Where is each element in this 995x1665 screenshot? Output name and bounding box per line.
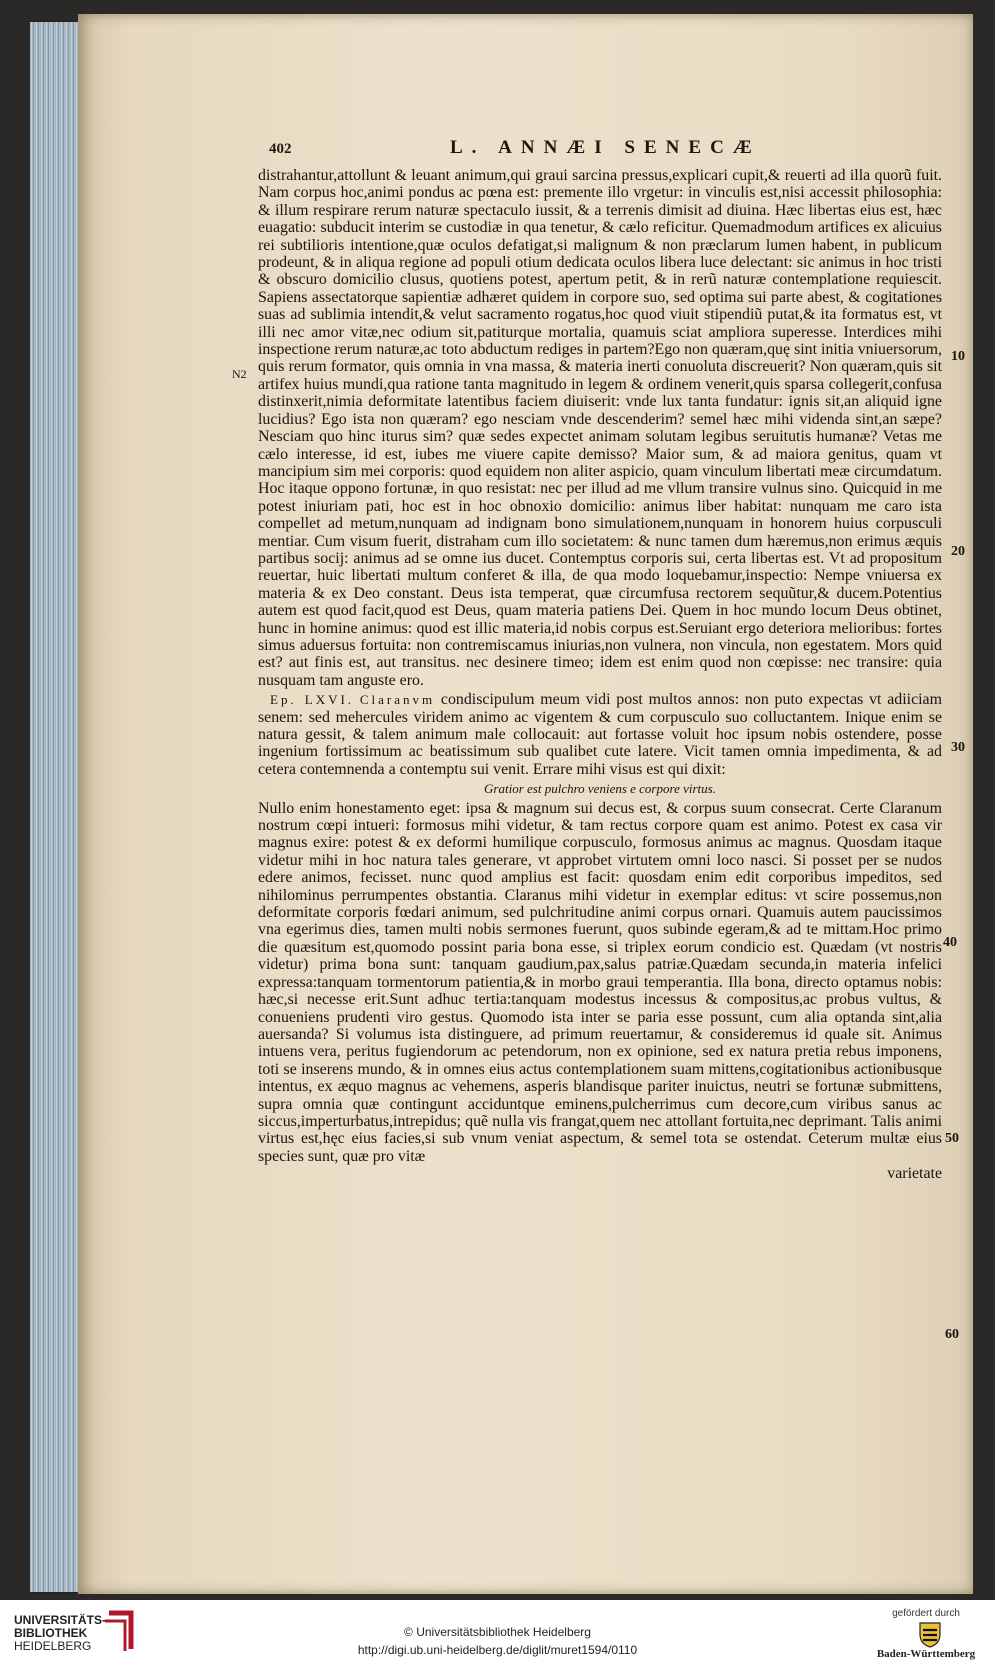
funder-name: Baden-Württemberg [876,1648,976,1660]
paragraph-body-bottom: Nullo enim honestamento eget: ipsa & magnum sui decus est, & corpus suum consecrat. Certe Claranum nostrum cœpi intueri: formosus mihi videtur, & tam rectus corpore quam est animo. Potest ex casa vir magnus exire: potest & ex deformi humilique corpusculo, formosus animus ac magnus. Quosdam itaque videtur mihi in hoc natura tales generare, vt approbet virtutem omni loco nasci. Si posset per se nudos edere animos, fecisset. nunc quod amplius est facit: quosdam enim edit corporibus impeditos, sed nihilominus perrumpentes obstantia. Claranus mihi videtur in exemplar editus: vt scire possemus,non deformitate corporis fœdari animum, sed pulchritudine animi corpus ornari. Quamuis autem paucissimos vna egerimus dies, tamen multi nobis sermones fuerunt, quos subinde egeram,& ad te mittam.Hoc primo die quæsitum est,quomodo possint paria bona esse, si triplex eorum condicio est. Quædam (vt nostris videtur) prima bona sunt: tanquam gaudium,pax,salus patriæ.Quædam secunda,in materia infelici expressa:tanquam tormentorum patientia,& in morbo graui temperantia. Illa bona, directo optamus nobis: hæc,si necesse erit.Sunt adhuc tertia:tanquam modestus incessus & compositus,ac probus vultus, & conueniens prudenti viro gestus. Quomodo ista inter se paria esse possunt, cum alia optanda sint,alia auersanda? Si volumus ista distinguere, ad primum reuertamur, & consideremus id quale sit. Animus intuens vera, peritus fugiendorum ac petendorum, non ex opinione, sed ex natura pretia rebus imponens, toti se inserens mundo, & in omnes eius actus contemplationem suam mittens,cogitationibus actionibusque intentus, ex æquo magnus ac vehemens, asperis blandisque pariter inuictus, neutri se fortunæ submittens, supra omnia quæ contingunt acciduntque eminens,pulcherrimus cum decore,cum viribus sanus ac siccus,imperturbatus,intrepidus; quẽ nulla vis frangat,quem nec attollant fortuita,nec deprimant. Talis animi virtus est,hęc eius facies,si sub vnum veniat aspectum, & semel tota se ostendat. Ceterum multæ eius species sunt, quæ pro vitæ [258,799,942,1165]
book-page-edges [30,22,82,1592]
catchword: varietate [887,1165,942,1183]
line-number-10: 10 [951,349,965,364]
line-number-40: 40 [943,935,957,950]
paragraph-body-top: distrahantur,attollunt & leuant animum,qui graui sarcina pressus,explicari cupit,& reuerti ad illa quorũ fuit. Nam corpus hoc,animi pondus ac pœna est: premente illo vrgetur: in vinculis est,nisi accessit philosophia: & illum respirare rerum naturæ spectaculo iussit, & a terrenis dimisit ad diuina. Hæc libertas eius est, hæc euagatio: subducit interim se custodiæ in qua tenetur, & cælo reficitur. Quemadmodum artifices ex alicuius rei subtilioris intentione,quæ oculos defatigat,si malignum & non præclarum lumen habent, in publicum prodeunt, & in aliqua regione ad populi otium dedicata oculos libera luce delectant: sic animus in hoc tristi & obscuro domicilio clusus, quotiens potest, apertum petit, & in rerũ naturæ contemplatione requiescit. Sapiens assectatorque sapientiæ adhæret quidem in corpore suo, sed optima sui parte abest, & cogitationes suas ad sublimia intendit,& velut sacramento rogatus,hoc quod viuit stipendiũ putat,& ita formatus est, vt illi nec amor vitæ,nec odium sit,patiturque mortalia, quamuis sciat ampliora superesse. Interdices mihi inspectione rerum naturæ,ac toto abductum rediges in partem?Ego non quæram,quę sint initia vniuersorum, quis rerum formator, quis omnia in vna massa, & materia inerti conuoluta discreuerit? Non quæram,quis sit artifex huius mundi,qua ratione tanta magnitudo in legem & ordinem venerit,quis sparsa collegerit,confusa distinxerit,nimia deformitate latentibus faciem diuiserit: vnde lux tanta fundatur: ignis sit,an aliquid igne lucidius? Ego ista non quæram? ego nesciam vnde descenderim? semel hæc mihi videnda sint,an sæpe? Nesciam quo hinc iturus sim? quæ sedes expectet animam solutam legibus seruitutis humanæ? Vetas me cælo interesse, id est, iubes me viuere capite demisso? Maior sum, & ad maiora genitus, quam vt mancipium sim mei corporis: quod equidem non aliter aspicio, quam vinculum libertati meæ circumdatum. Hoc itaque oppono fortunæ, in quo resistat: nec per illud ad me vllum transire vulnus sino. Quicquid in me potest iniuriam pati, hoc est in hoc obnoxio domicilio: animus liber habitat: nunquam me caro ista compellet ad metum,nunquam ad indignam bono simulationem,nunquam in honorem huius corpusculi mentiar. Cum visum fuerit, distraham cum illo societatem: & nunc tamen dum hæremus,non erimus æquis partibus socij: animus ad se omne ius ducet. Contemptus corporis sui, certa libertas est. Vt ad propositum reuertar, huic libertati multum conferet & illa, de qua modo loquebamur,inspectio: Nempe vniuersa ex materia & ex Deo constant. Deus ista temperat, quæ circumfusa rectorem sequũtur,& ducem.Potentius autem est quod facit,quod est Deus, quam materia patiens Dei. Quem in hoc mundo locum Deus obtinet, hunc in homine animus: quod est illic materia,id nobis corpus est.Seruiant ergo deteriora melioribus: fortes simus aduersus fortuita: non contremiscamus iniurias,non vulnera, non vincula, non egestatem. Mors quid est? aut finis est, aut transitus. nec desinere timeo; idem est enim quod non cœpisse: nec transire: quia nusquam tam anguste ero. [258,167,942,689]
epistle-label: Ep. LXVI. [270,692,355,708]
line-number-50: 50 [945,1131,959,1146]
epistle-text: condiscipulum meum vidi post multos annos: non puto expectas vt adiiciam senem: sed mehercules viridem animo ac vigentem & cum corpusculo suo colluctantem. Inique enim se natura gessit, & talem animum male collocauit: aut fortasse voluit hoc ipsum nobis ostendere, posse ingenium fortissimum ac beatissimum sub qualibet cute latere. Vicit tamen omnia impedimenta, & ad cetera contemnenda a contemptu sui venit. Errare mihi visus est qui dixit: [258,691,942,778]
verse-quotation: Gratior est pulchro veniens e corpore virtus. [484,781,716,797]
library-name-line3: HEIDELBERG [14,1639,92,1653]
epistle-paragraph [258,691,942,778]
line-number-30: 30 [951,740,965,755]
epistle-opening-word: Claranvm [359,692,436,708]
funded-by-label: gefördert durch [892,1608,960,1619]
copyright-text: © Universitätsbibliothek Heidelberg [404,1625,591,1639]
line-number-60: 60 [945,1327,959,1342]
coat-of-arms-icon [916,1620,944,1648]
running-title: L. ANNÆI SENECÆ [450,137,761,158]
source-url-link[interactable]: http://digi.ub.uni-heidelberg.de/diglit/muret1594/0110 [357,1643,638,1657]
margin-note: N2 [232,367,247,381]
main-text [258,167,942,1183]
line-number-20: 20 [951,544,965,559]
page-number: 402 [269,141,292,157]
library-name-line1: UNIVERSITÄTS- [14,1613,107,1627]
library-name-line2: BIBLIOTHEK [14,1626,88,1640]
